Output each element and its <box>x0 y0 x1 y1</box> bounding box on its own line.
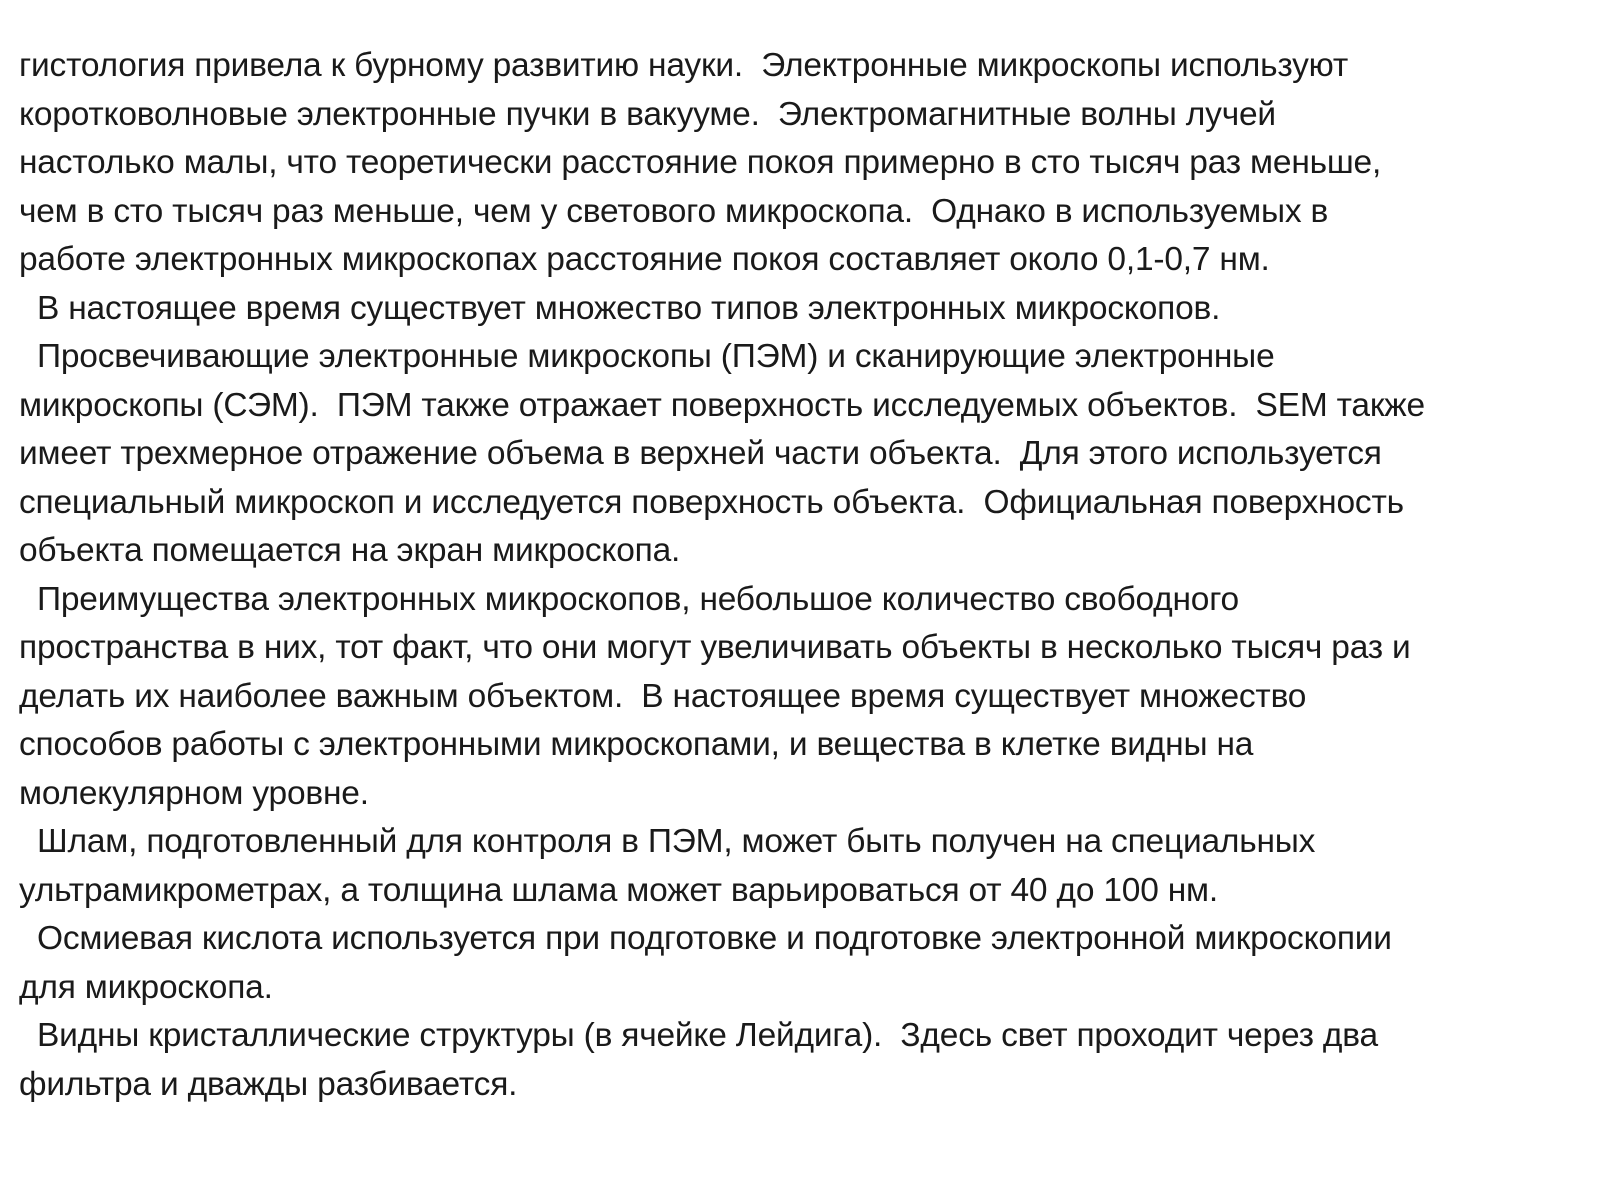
paragraph-start-line: Осмиевая кислота используется при подготовке и подготовке электронной микроскопии <box>37 920 1392 957</box>
text-line: способов работы с электронными микроскопами, и вещества в клетке видны на <box>19 726 1254 763</box>
paragraph-start-line: Шлам, подготовленный для контроля в ПЭМ, может быть получен на специальных <box>37 823 1316 860</box>
paragraph-start-line: Преимущества электронных микроскопов, небольшое количество свободного <box>37 580 1239 618</box>
text-line: специальный микроскоп и исследуется поверхность объекта. Официальная поверхность <box>19 483 1404 521</box>
text-line: делать их наиболее важным объектом. В настоящее время существует множество <box>19 677 1307 715</box>
paragraph-start-line: Видны кристаллические структуры (в ячейке Лейдига). Здесь свет проходит через два <box>37 1017 1378 1054</box>
text-line: микроскопы (СЭМ). ПЭМ также отражает поверхность исследуемых объектов. SEM также <box>19 386 1425 424</box>
paragraph-start-line: В настоящее время существует множество типов электронных микроскопов. <box>37 289 1221 327</box>
text-line: коротковолновые электронные пучки в вакууме. Электромагнитные волны лучей <box>19 95 1276 133</box>
text-line: ультрамикрометрах, а толщина шлама может варьироваться от 40 до 100 нм. <box>19 871 1218 909</box>
text-line: чем в сто тысяч раз меньше, чем у светового микроскопа. Однако в используемых в <box>19 192 1329 230</box>
text-line: для микроскопа. <box>19 968 273 1006</box>
text-line: гистология привела к бурному развитию науки. Электронные микроскопы используют <box>19 47 1349 84</box>
text-line: настолько малы, что теоретически расстояние покоя примерно в сто тысяч раз меньше, <box>19 144 1382 181</box>
text-line: имеет трехмерное отражение объема в верхней части объекта. Для этого используется <box>19 435 1382 472</box>
text-line: объекта помещается на экран микроскопа. <box>19 532 681 569</box>
document-body <box>19 42 1589 1109</box>
text-line: пространства в них, тот факт, что они могут увеличивать объекты в несколько тысяч раз и <box>19 629 1411 666</box>
text-line: работе электронных микроскопах расстояние покоя составляет около 0,1-0,7 нм. <box>19 241 1270 278</box>
text-line: фильтра и дважды разбивается. <box>19 1065 518 1103</box>
paragraph-start-line: Просвечивающие электронные микроскопы (ПЭМ) и сканирующие электронные <box>37 338 1275 375</box>
text-line: молекулярном уровне. <box>19 774 369 812</box>
